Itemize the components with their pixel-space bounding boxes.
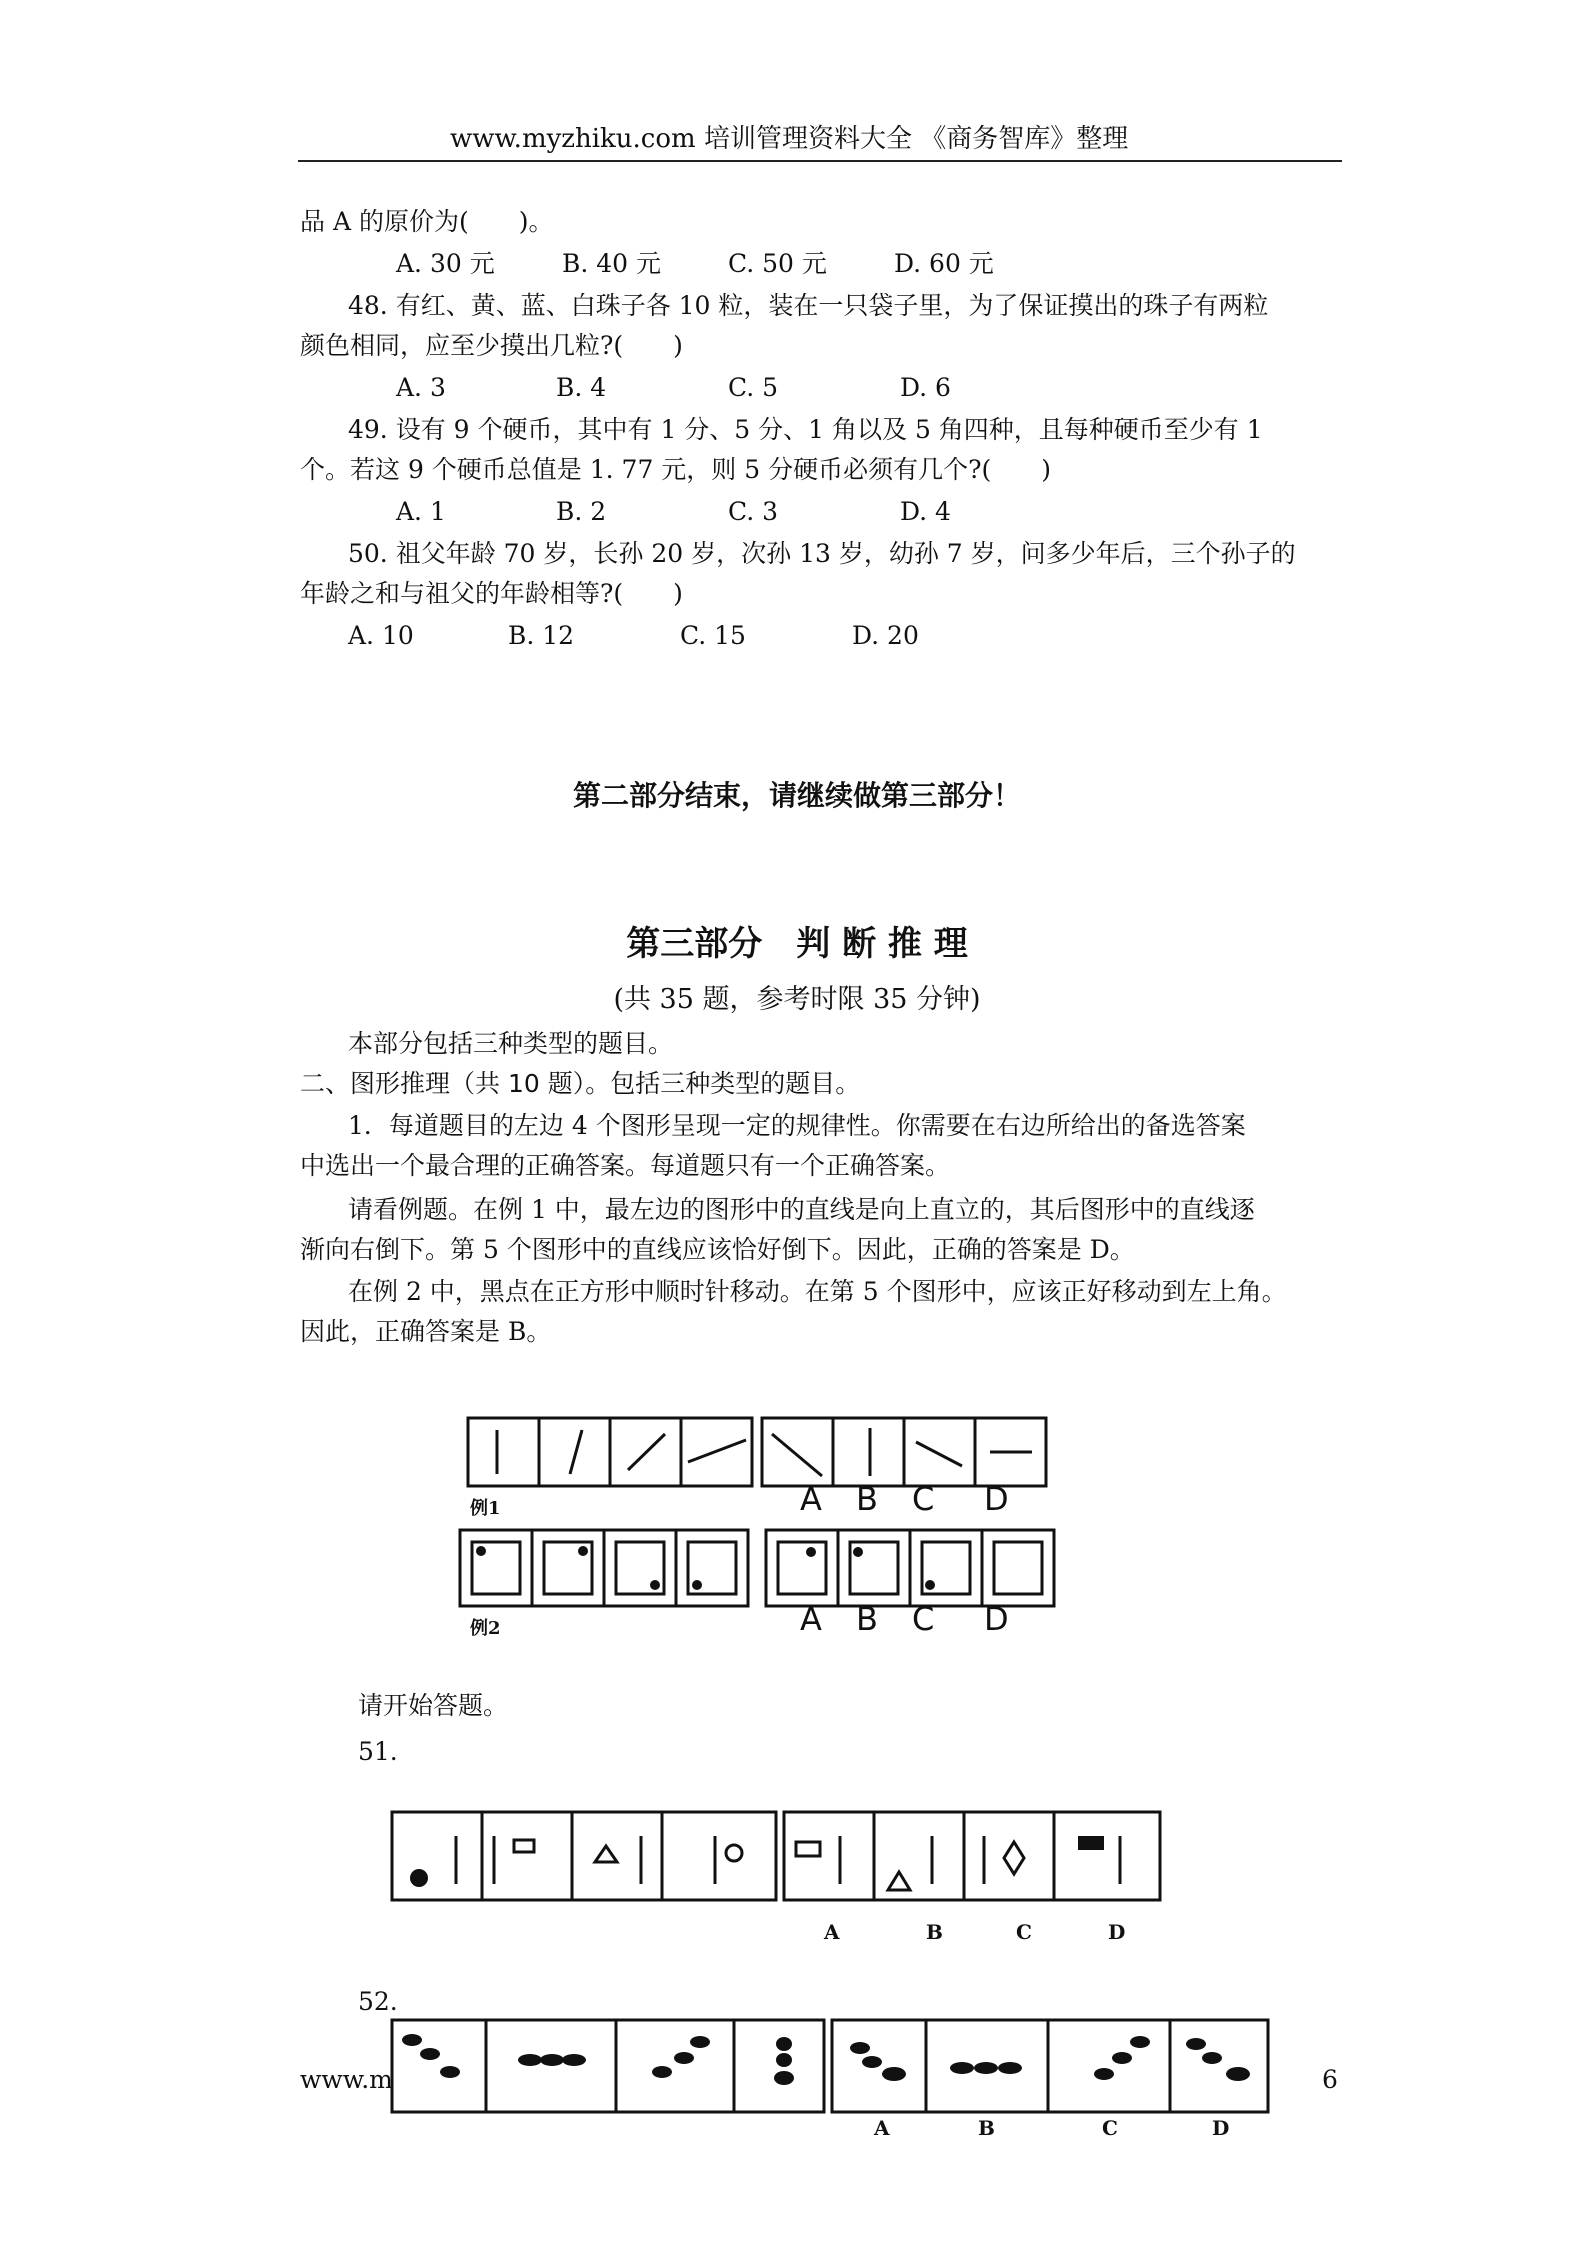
q52-answer-c: C <box>1102 2116 1118 2140</box>
q52-number: 52. <box>358 1987 398 2016</box>
para1-line1: 1．每道题目的左边 4 个图形呈现一定的规律性。你需要在右边所给出的备选答案 <box>348 1111 1246 1140</box>
q51-answer-b: B <box>926 1920 943 1944</box>
ex1-label: 例1 <box>470 1498 501 1519</box>
option: A. 3 <box>396 373 446 402</box>
q52-answer-b: B <box>978 2116 995 2140</box>
option: B. 4 <box>556 373 607 402</box>
q51-question-strip <box>392 1812 776 1900</box>
ex1-answer-c: C <box>912 1480 935 1518</box>
option: B. 12 <box>508 621 575 650</box>
option: C. 15 <box>680 621 746 650</box>
ex1-answer-a: A <box>800 1480 822 1518</box>
para2-line1: 请看例题。在例 1 中，最左边的图形中的直线是向上直立的，其后图形中的直线逐 <box>348 1195 1255 1224</box>
para3-line2: 因此，正确答案是 B。 <box>300 1317 552 1346</box>
q51-number: 51. <box>358 1737 398 1766</box>
option: D. 20 <box>852 621 919 650</box>
q48-line2: 颜色相同，应至少摸出几粒?( ) <box>300 331 683 360</box>
ex1-answer-b: B <box>856 1480 878 1518</box>
q50-line1: 50. 祖父年龄 70 岁，长孙 20 岁，次孙 13 岁，幼孙 7 岁，问多少年后，三个孙子的 <box>348 539 1296 568</box>
footer-url: www.m <box>300 2065 393 2094</box>
q48-line1: 48. 有红、黄、蓝、白珠子各 10 粒，装在一只袋子里，为了保证摸出的珠子有两粒 <box>348 291 1269 320</box>
part3-intro2: 二、图形推理（共 10 题）。包括三种类型的题目。 <box>300 1069 861 1098</box>
ex2-label: 例2 <box>470 1618 501 1639</box>
q51-answer-a: A <box>824 1920 840 1944</box>
page-number: 6 <box>1322 2065 1338 2094</box>
para1-line2: 中选出一个最合理的正确答案。每道题只有一个正确答案。 <box>300 1151 951 1180</box>
q52-answer-strip <box>832 2020 1268 2112</box>
part2-end-notice: 第二部分结束，请继续做第三部分！ <box>572 779 1021 812</box>
ex2-answer-c: C <box>912 1600 935 1638</box>
start-prompt: 请开始答题。 <box>358 1691 509 1720</box>
option: D. 60 元 <box>894 249 994 278</box>
part3-title: 第三部分 判 断 推 理 <box>626 924 968 964</box>
option: D. 4 <box>900 497 951 526</box>
option: A. 30 元 <box>396 249 495 278</box>
q52-answer-a: A <box>874 2116 890 2140</box>
option: A. 10 <box>348 621 414 650</box>
q51-answer-d: D <box>1108 1920 1126 1944</box>
ex2-answer-b: B <box>856 1600 878 1638</box>
option: B. 40 元 <box>562 249 662 278</box>
page-header: www.myzhiku.com 培训管理资料大全 《商务智库》整理 <box>450 124 1129 154</box>
q52-question-strip <box>392 2020 824 2112</box>
q52-answer-d: D <box>1212 2116 1230 2140</box>
q50-line2: 年龄之和与祖父的年龄相等?( ) <box>300 579 683 608</box>
option: D. 6 <box>900 373 951 402</box>
q49-line2: 个。若这 9 个硬币总值是 1. 77 元，则 5 分硬币必须有几个?( ) <box>300 455 1052 484</box>
q47-continuation: 品 A 的原价为( )。 <box>300 207 554 236</box>
ex1-answer-d: D <box>984 1480 1009 1518</box>
para2-line2: 渐向右倒下。第 5 个图形中的直线应该恰好倒下。因此，正确的答案是 D。 <box>300 1235 1135 1264</box>
ex2-answer-a: A <box>800 1600 822 1638</box>
option: C. 3 <box>728 497 779 526</box>
part3-subtitle: (共 35 题，参考时限 35 分钟) <box>613 984 981 1015</box>
para3-line1: 在例 2 中，黑点在正方形中顺时针移动。在第 5 个图形中，应该正好移动到左上角。 <box>348 1277 1287 1306</box>
q49-line1: 49. 设有 9 个硬币，其中有 1 分、5 分、1 角以及 5 角四种，且每种硬币至少有 1 <box>348 415 1263 444</box>
ex2-answer-d: D <box>984 1600 1009 1638</box>
option: A. 1 <box>396 497 446 526</box>
option: C. 5 <box>728 373 779 402</box>
part3-intro1: 本部分包括三种类型的题目。 <box>348 1029 674 1058</box>
q51-answer-c: C <box>1016 1920 1032 1944</box>
option: C. 50 元 <box>728 249 827 278</box>
option: B. 2 <box>556 497 607 526</box>
